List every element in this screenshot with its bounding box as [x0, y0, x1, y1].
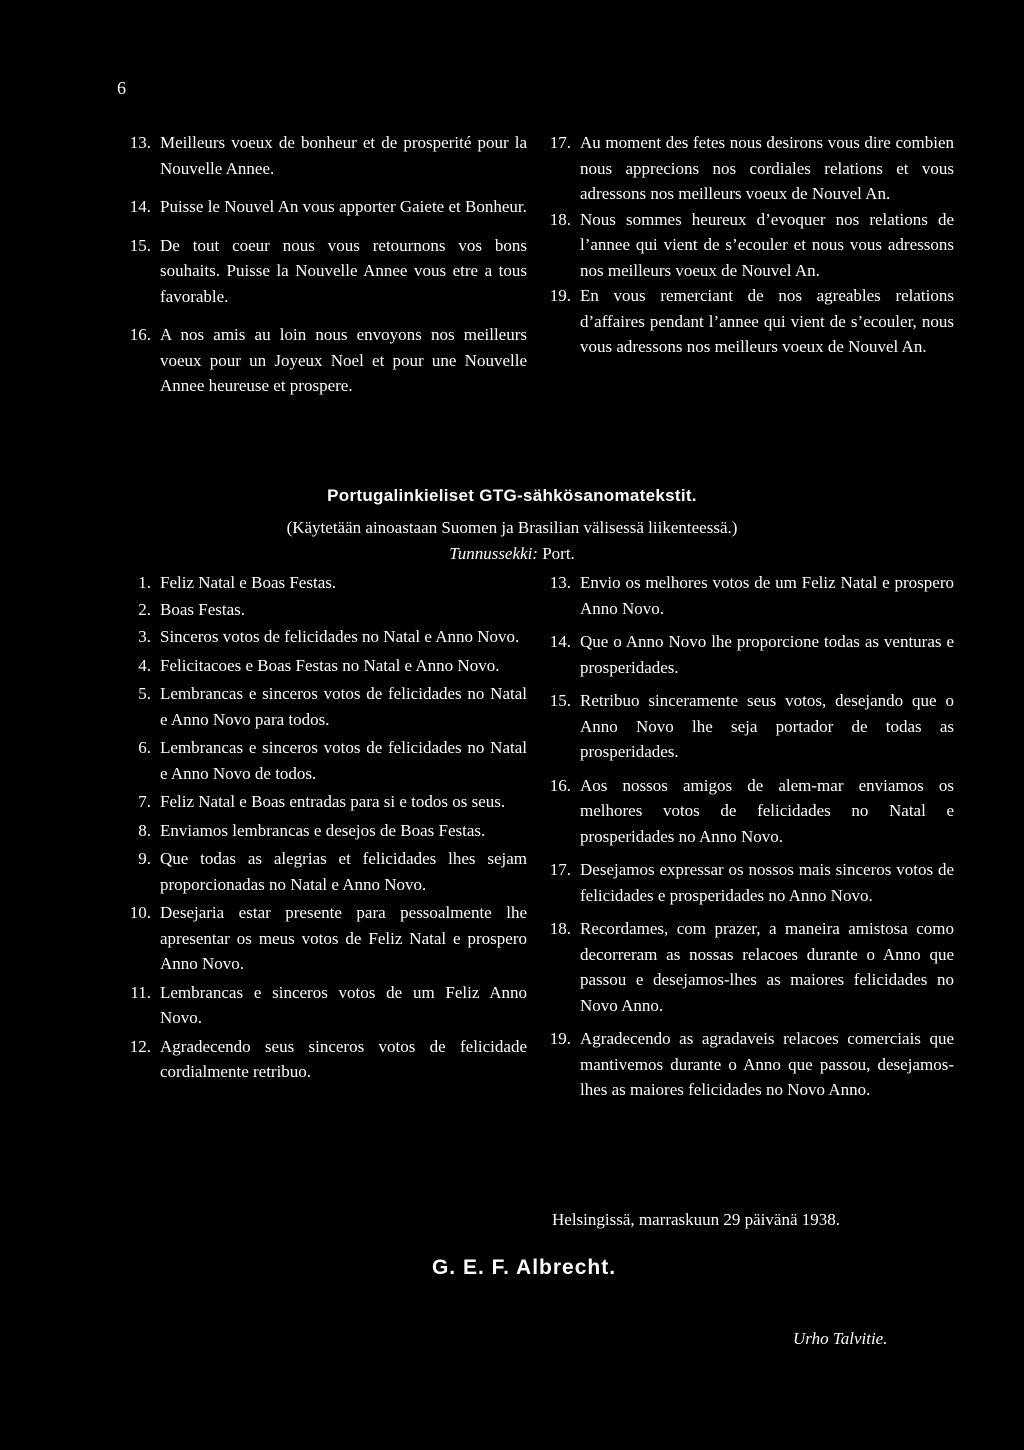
item-number: 14.	[129, 197, 151, 216]
list-item	[535, 130, 954, 207]
item-number: 19.	[549, 1029, 571, 1048]
item-text: Recordames, com prazer, a maneira amistosa como decorreram as nossas relacoes durante o Anno que passou e desejamos-lhes as maiores felicidades no Novo Anno.	[580, 919, 954, 1015]
list-item	[535, 916, 954, 1018]
section-heading: Portugalinkieliset GTG-sähkösanomatekstit.	[327, 486, 697, 505]
item-number: 14.	[549, 632, 571, 651]
item-number: 13.	[549, 573, 571, 592]
list-item	[115, 233, 527, 310]
signature: Urho Talvitie.	[793, 1329, 888, 1348]
list-item	[535, 688, 954, 765]
item-text: Puisse le Nouvel An vous apporter Gaiete et Bonheur.	[160, 197, 527, 216]
item-number: 12.	[129, 1036, 151, 1056]
item-number: 15.	[549, 691, 571, 710]
french-left-column	[115, 130, 527, 399]
item-text: Envio os melhores votos de um Feliz Natal e prospero Anno Novo.	[580, 573, 954, 618]
item-text: Aos nossos amigos de alem-mar enviamos os melhores votos de felicidades no Natal e prosperidades no Anno Novo.	[580, 775, 954, 846]
list-item	[535, 629, 954, 680]
item-text: Meilleurs voeux de bonheur et de prosperité pour la Nouvelle Annee.	[160, 133, 527, 178]
item-number: 7.	[138, 792, 151, 811]
item-text: Que o Anno Novo lhe proporcione todas as venturas e prosperidades.	[580, 632, 954, 677]
item-text: Retribuo sinceramente seus votos, desejando que o Anno Novo lhe seja portador de todas as prosperidades.	[580, 691, 954, 761]
section-subheading: (Käytetään ainoastaan Suomen ja Brasilian välisessä liikenteessä.)	[286, 518, 738, 537]
list-item	[115, 735, 527, 786]
list-item	[115, 570, 527, 596]
item-number: 5.	[138, 684, 151, 703]
item-text: Enviamos lembrancas e desejos de Boas Festas.	[160, 820, 486, 840]
list-item	[115, 624, 527, 650]
date-line: Helsingissä, marraskuun 29 päivänä 1938.	[552, 1210, 840, 1229]
item-number: 17.	[549, 133, 571, 152]
list-item	[115, 653, 527, 679]
item-text: De tout coeur nous vous retournons vos bons souhaits. Puisse la Nouvelle Annee vous etre a tous favorable.	[160, 235, 527, 306]
item-text: Agradecendo as agradaveis relacoes comerciais que mantivemos durante o Anno que passou, desejamos-lhes as maiores felicidades no Novo Anno.	[580, 1029, 954, 1099]
french-right-column	[535, 130, 954, 360]
item-number: 10.	[129, 903, 151, 922]
item-number: 9.	[138, 849, 151, 868]
sender-name: G. E. F. Albrecht.	[431, 1256, 617, 1279]
item-text: Desejamos expressar os nossos mais sinceros votos de felicidades e prosperidades no Anno Novo.	[580, 860, 954, 905]
code-word-value: Port.	[542, 544, 575, 563]
list-item	[115, 597, 527, 623]
code-word-label: Tunnussekki:	[449, 544, 538, 563]
item-text: Lembrancas e sinceros votos de felicidades no Natal e Anno Novo para todos.	[160, 684, 527, 729]
list-item	[115, 980, 527, 1031]
item-text: En vous remerciant de nos agreables relations d’affaires pendant l’annee qui vient de s’ecouler, nous vous adressons nos meilleurs voeux de Nouvel An.	[580, 286, 954, 356]
item-number: 15.	[129, 235, 151, 255]
list-item	[115, 789, 527, 815]
list-item	[115, 818, 527, 844]
list-item	[115, 1034, 527, 1085]
item-number: 11.	[130, 982, 151, 1002]
list-item	[115, 322, 527, 399]
item-number: 4.	[138, 655, 151, 675]
item-text: Feliz Natal e Boas Festas.	[160, 573, 337, 592]
list-item	[115, 681, 527, 732]
item-text: Agradecendo seus sinceros votos de felicidade cordialmente retribuo.	[160, 1036, 527, 1081]
item-number: 13.	[129, 133, 151, 152]
item-text: A nos amis au loin nous envoyons nos meilleurs voeux pour un Joyeux Noel et pour une Nouvelle Annee heureuse et prospere.	[160, 325, 527, 395]
item-text: Boas Festas.	[160, 599, 245, 619]
item-number: 19.	[549, 286, 571, 305]
code-word-line	[0, 541, 1024, 567]
list-item	[535, 857, 954, 908]
item-number: 18.	[549, 919, 571, 938]
list-item	[115, 900, 527, 977]
item-text: Au moment des fetes nous desirons vous dire combien nous apprecions nos cordiales relations et vous adressons nos meilleurs voeux de Nouvel An.	[580, 133, 954, 203]
item-text: Feliz Natal e Boas entradas para si e todos os seus.	[160, 792, 506, 811]
item-number: 2.	[138, 599, 151, 619]
item-text: Lembrancas e sinceros votos de um Feliz Anno Novo.	[160, 982, 527, 1027]
list-item	[115, 846, 527, 897]
item-number: 6.	[138, 738, 151, 757]
list-item	[535, 773, 954, 850]
list-item	[535, 570, 954, 621]
item-number: 18.	[549, 209, 571, 229]
item-text: Sinceros votos de felicidades no Natal e Anno Novo.	[160, 627, 520, 646]
page-number: 6	[117, 78, 126, 98]
item-text: Nous sommes heureux d’evoquer nos relations de l’annee qui vient de s’ecouler et nous vous adressons nos meilleurs voeux de Nouvel An.	[580, 209, 954, 280]
item-number: 3.	[138, 627, 151, 646]
item-text: Felicitacoes e Boas Festas no Natal e Anno Novo.	[160, 655, 500, 675]
portuguese-right-column	[535, 570, 954, 1103]
item-text: Desejaria estar presente para pessoalmente lhe apresentar os meus votos de Feliz Natal e prospero Anno Novo.	[160, 903, 527, 973]
item-number: 17.	[549, 860, 571, 879]
item-number: 8.	[138, 820, 151, 840]
item-number: 16.	[129, 325, 151, 344]
portuguese-left-column	[115, 570, 527, 1085]
list-item	[115, 130, 527, 181]
list-item	[535, 283, 954, 360]
list-item	[115, 194, 527, 220]
list-item	[535, 1026, 954, 1103]
item-number: 16.	[549, 775, 571, 795]
item-text: Lembrancas e sinceros votos de felicidades no Natal e Anno Novo de todos.	[160, 738, 527, 783]
item-text: Que todas as alegrias et felicidades lhes sejam proporcionadas no Natal e Anno Novo.	[160, 849, 527, 894]
list-item	[535, 207, 954, 284]
item-number: 1.	[138, 573, 151, 592]
